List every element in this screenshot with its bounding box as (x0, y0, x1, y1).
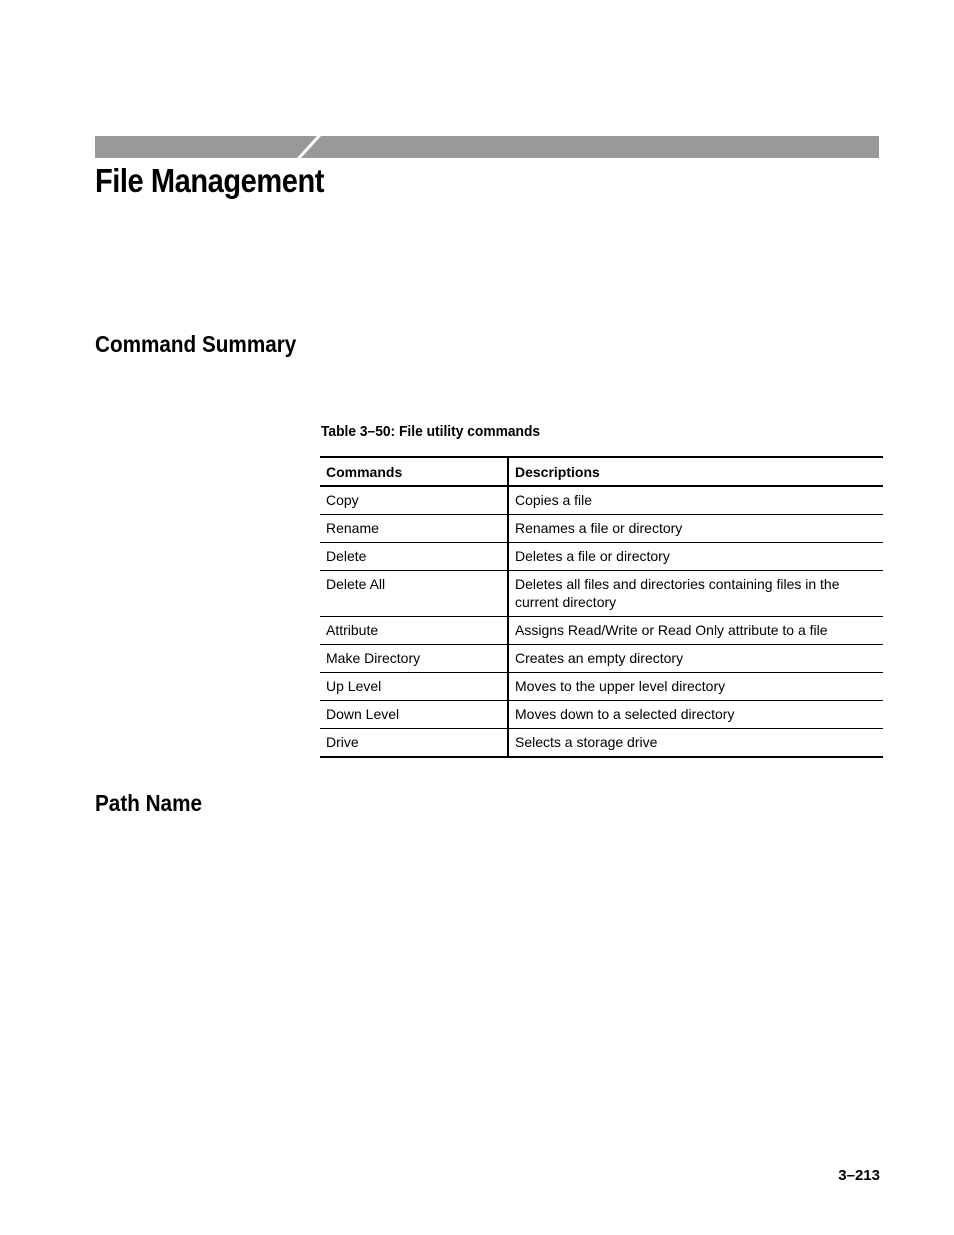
section-heading-command-summary: Command Summary (95, 331, 297, 357)
command-cell: Attribute (320, 617, 508, 645)
description-cell: Selects a storage drive (508, 729, 883, 758)
description-cell: Assigns Read/Write or Read Only attribute to a file (508, 617, 883, 645)
header-descriptions: Descriptions (508, 457, 883, 486)
description-cell: Deletes all files and directories containing files in the current directory (508, 571, 883, 617)
table-row (320, 617, 883, 645)
table-caption: Table 3–50: File utility commands (321, 423, 541, 440)
command-cell: Delete (320, 543, 508, 571)
banner-left-segment (95, 136, 317, 158)
chapter-banner (95, 136, 879, 158)
table-row (320, 673, 883, 701)
table-row (320, 486, 883, 515)
header-commands: Commands (320, 457, 508, 486)
description-cell: Moves down to a selected directory (508, 701, 883, 729)
description-cell: Renames a file or directory (508, 515, 883, 543)
table-row (320, 515, 883, 543)
table-row (320, 729, 883, 758)
command-cell: Drive (320, 729, 508, 758)
description-cell: Creates an empty directory (508, 645, 883, 673)
command-cell: Down Level (320, 701, 508, 729)
banner-right-segment (301, 136, 879, 158)
file-utility-commands-table (320, 456, 883, 758)
description-cell: Moves to the upper level directory (508, 673, 883, 701)
table-row (320, 701, 883, 729)
command-cell: Delete All (320, 571, 508, 617)
table-row (320, 571, 883, 617)
section-heading-path-name: Path Name (95, 790, 202, 816)
command-cell: Copy (320, 486, 508, 515)
table-row (320, 543, 883, 571)
command-cell: Up Level (320, 673, 508, 701)
page-number: 3–213 (838, 1167, 880, 1184)
command-cell: Rename (320, 515, 508, 543)
table-row (320, 645, 883, 673)
description-cell: Copies a file (508, 486, 883, 515)
description-cell: Deletes a file or directory (508, 543, 883, 571)
table-header-row (320, 457, 883, 486)
command-cell: Make Directory (320, 645, 508, 673)
chapter-banner-graphic (95, 136, 879, 158)
chapter-title: File Management (95, 162, 325, 199)
